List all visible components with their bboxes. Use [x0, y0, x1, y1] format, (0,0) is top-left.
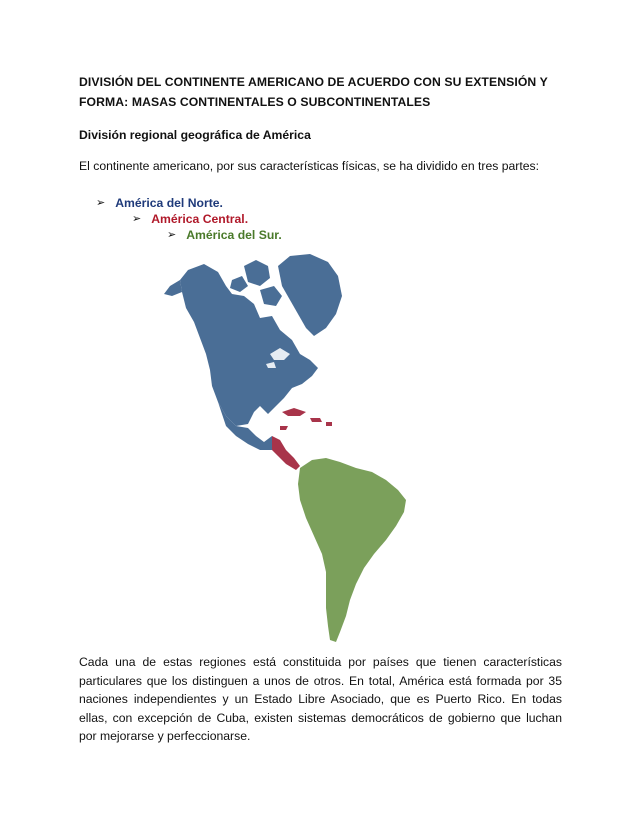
bullet-label: América Central.: [151, 212, 249, 226]
bullet-north-america: [96, 195, 223, 211]
body-paragraph: Cada una de estas regiones está constituida por países que tienen características particulares que los distinguen a unos de otros. En total, América está formada por 35 naciones independientes y un Estado Libre Asociado, que es Puerto Rico. En todas ellas, con excepción de Cuba, existen sistemas democráticos de gobierno que luchan por mejorarse y perfeccionarse.: [79, 655, 562, 743]
bullet-label: América del Norte.: [115, 196, 223, 210]
south-america-region: [298, 458, 406, 642]
alaska-region: [164, 280, 182, 296]
bullet-label: América del Sur.: [186, 228, 282, 242]
central-america-region: [272, 436, 300, 470]
arrow-bullet-icon: ➢: [132, 213, 142, 225]
section-subtitle: División regional geográfica de América: [79, 128, 311, 142]
americas-map: [160, 236, 460, 646]
bullet-central-america: [132, 211, 248, 227]
arrow-bullet-icon: ➢: [167, 229, 177, 241]
intro-paragraph: El continente americano, por sus características físicas, se ha dividido en tres partes:: [79, 159, 539, 173]
arrow-bullet-icon: ➢: [96, 197, 106, 209]
page-title: DIVISIÓN DEL CONTINENTE AMERICANO DE ACUERDO CON SU EXTENSIÓN Y FORMA: MASAS CONTINENTALES O SUBCONTINENTALES: [79, 75, 548, 109]
caribbean-islands: [280, 408, 332, 430]
greenland-region: [278, 254, 342, 336]
